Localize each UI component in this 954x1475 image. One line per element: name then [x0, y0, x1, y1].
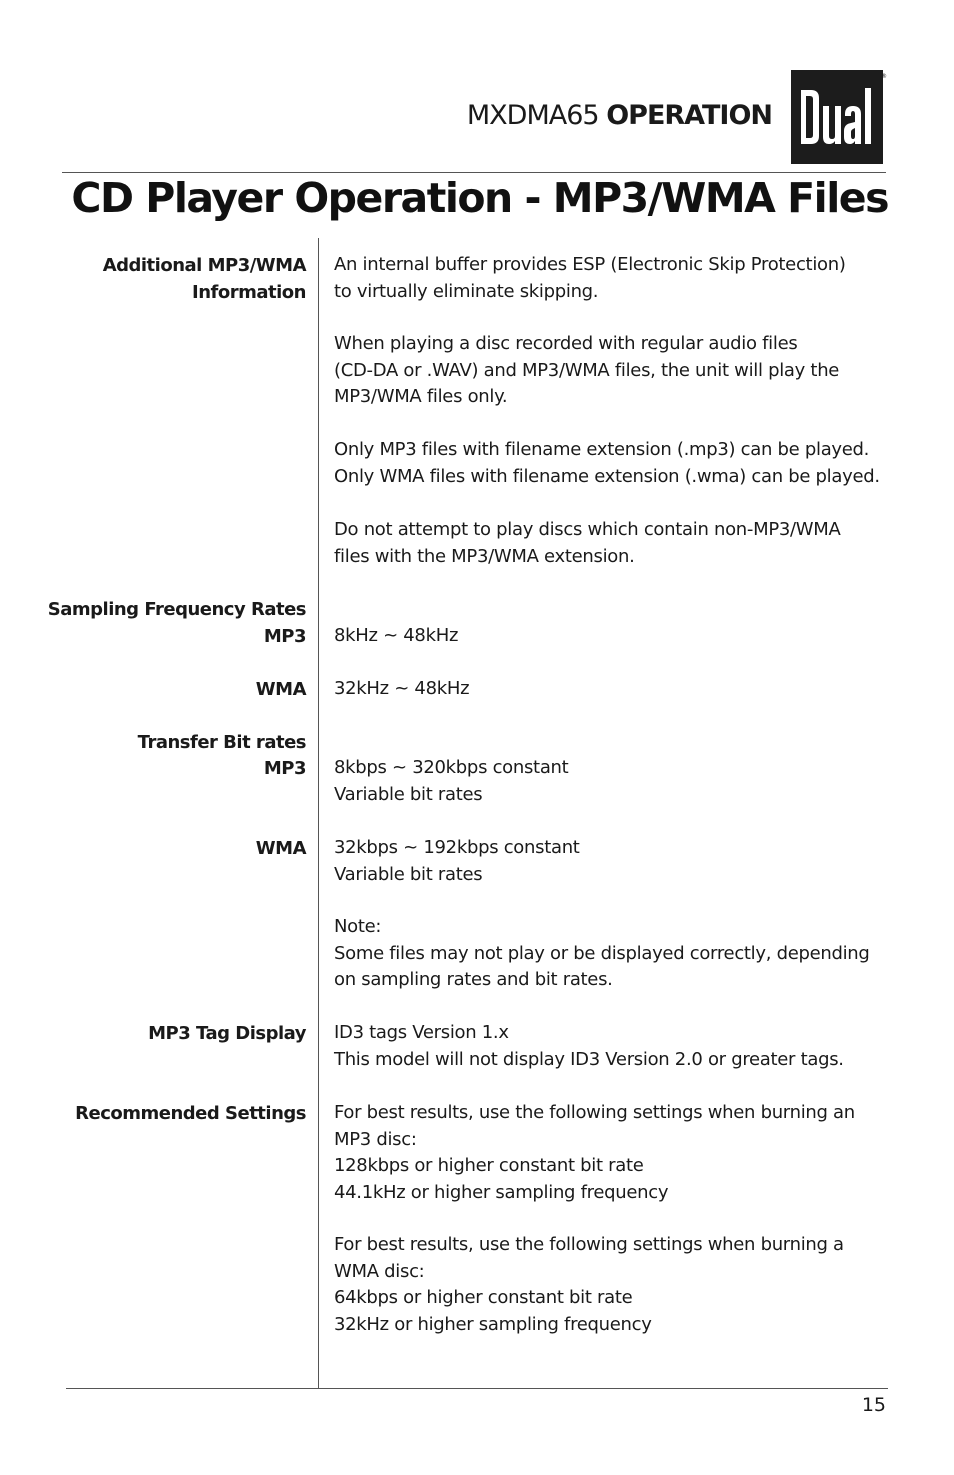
- brand-logo: [791, 70, 885, 164]
- text-line: 8kbps ~ 320kbps constant: [334, 757, 569, 778]
- label-line: Additional MP3/WMA: [102, 255, 306, 276]
- text-line: WMA disc:: [334, 1260, 425, 1282]
- recommended-mp3-paragraph: [334, 1100, 855, 1206]
- sampling-wma-value: 32kHz ~ 48kHz: [334, 678, 470, 699]
- recommended-wma-paragraph: [334, 1232, 844, 1338]
- header-divider: [62, 172, 886, 173]
- extensions-paragraph: [334, 437, 880, 490]
- text-line: 32kHz or higher sampling frequency: [334, 1313, 652, 1335]
- text-line: MP3 disc:: [334, 1128, 417, 1150]
- label-recommended: Recommended Settings: [75, 1103, 306, 1124]
- tag-paragraph: [334, 1020, 844, 1073]
- label-transfer-mp3: MP3: [263, 758, 306, 779]
- note-paragraph: [334, 914, 870, 994]
- text-line: 44.1kHz or higher sampling frequency: [334, 1181, 669, 1203]
- text-line: Variable bit rates: [334, 863, 483, 885]
- text-line: Only MP3 files with filename extension (.mp3) can be played.: [334, 439, 870, 460]
- model-name: MXDMA65: [466, 100, 599, 131]
- text-line: to virtually eliminate skipping.: [334, 280, 599, 302]
- text-line: For best results, use the following settings when burning an: [334, 1102, 855, 1123]
- text-line: Only WMA files with filename extension (.wma) can be played.: [334, 465, 880, 487]
- text-line: files with the MP3/WMA extension.: [334, 545, 635, 567]
- text-line: on sampling rates and bit rates.: [334, 969, 613, 990]
- footer-divider: [66, 1388, 888, 1389]
- mixed-disc-paragraph: [334, 331, 839, 411]
- label-transfer: Transfer Bit rates: [137, 732, 306, 753]
- page-title: CD Player Operation - MP3/WMA Files: [71, 174, 888, 222]
- text-line: An internal buffer provides ESP (Electronic Skip Protection): [334, 254, 846, 275]
- text-line: Do not attempt to play discs which contain non-MP3/WMA: [334, 519, 841, 540]
- section-name: OPERATION: [606, 100, 772, 131]
- text-line: When playing a disc recorded with regular audio files: [334, 333, 798, 354]
- label-tag-display: MP3 Tag Display: [148, 1023, 306, 1044]
- text-line: Some files may not play or be displayed correctly, depending: [334, 942, 870, 964]
- label-line: Information: [192, 282, 306, 303]
- label-additional-info: [103, 252, 306, 306]
- text-line: (CD-DA or .WAV) and MP3/WMA files, the unit will play the: [334, 359, 840, 381]
- warning-paragraph: [334, 517, 841, 570]
- column-divider: [318, 238, 319, 1388]
- section-header: [467, 100, 772, 131]
- registered-mark: ®: [881, 73, 887, 80]
- label-sampling-wma: WMA: [255, 679, 306, 700]
- esp-paragraph: [334, 252, 846, 305]
- text-line: Note:: [334, 916, 382, 937]
- page-number: 15: [861, 1394, 886, 1416]
- text-line: MP3/WMA files only.: [334, 386, 508, 407]
- text-line: 128kbps or higher constant bit rate: [334, 1155, 644, 1176]
- text-line: 64kbps or higher constant bit rate: [334, 1287, 633, 1308]
- text-line: This model will not display ID3 Version 2.0 or greater tags.: [334, 1048, 844, 1070]
- transfer-wma-value: [334, 835, 580, 888]
- text-line: Variable bit rates: [334, 783, 483, 805]
- label-sampling: Sampling Frequency Rates: [47, 599, 306, 620]
- sampling-mp3-value: 8kHz ~ 48kHz: [334, 625, 459, 646]
- label-transfer-wma: WMA: [255, 838, 306, 859]
- transfer-mp3-value: [334, 755, 568, 808]
- text-line: For best results, use the following settings when burning a: [334, 1234, 844, 1255]
- text-line: ID3 tags Version 1.x: [334, 1022, 509, 1043]
- text-line: 32kbps ~ 192kbps constant: [334, 837, 580, 858]
- label-sampling-mp3: MP3: [263, 626, 306, 647]
